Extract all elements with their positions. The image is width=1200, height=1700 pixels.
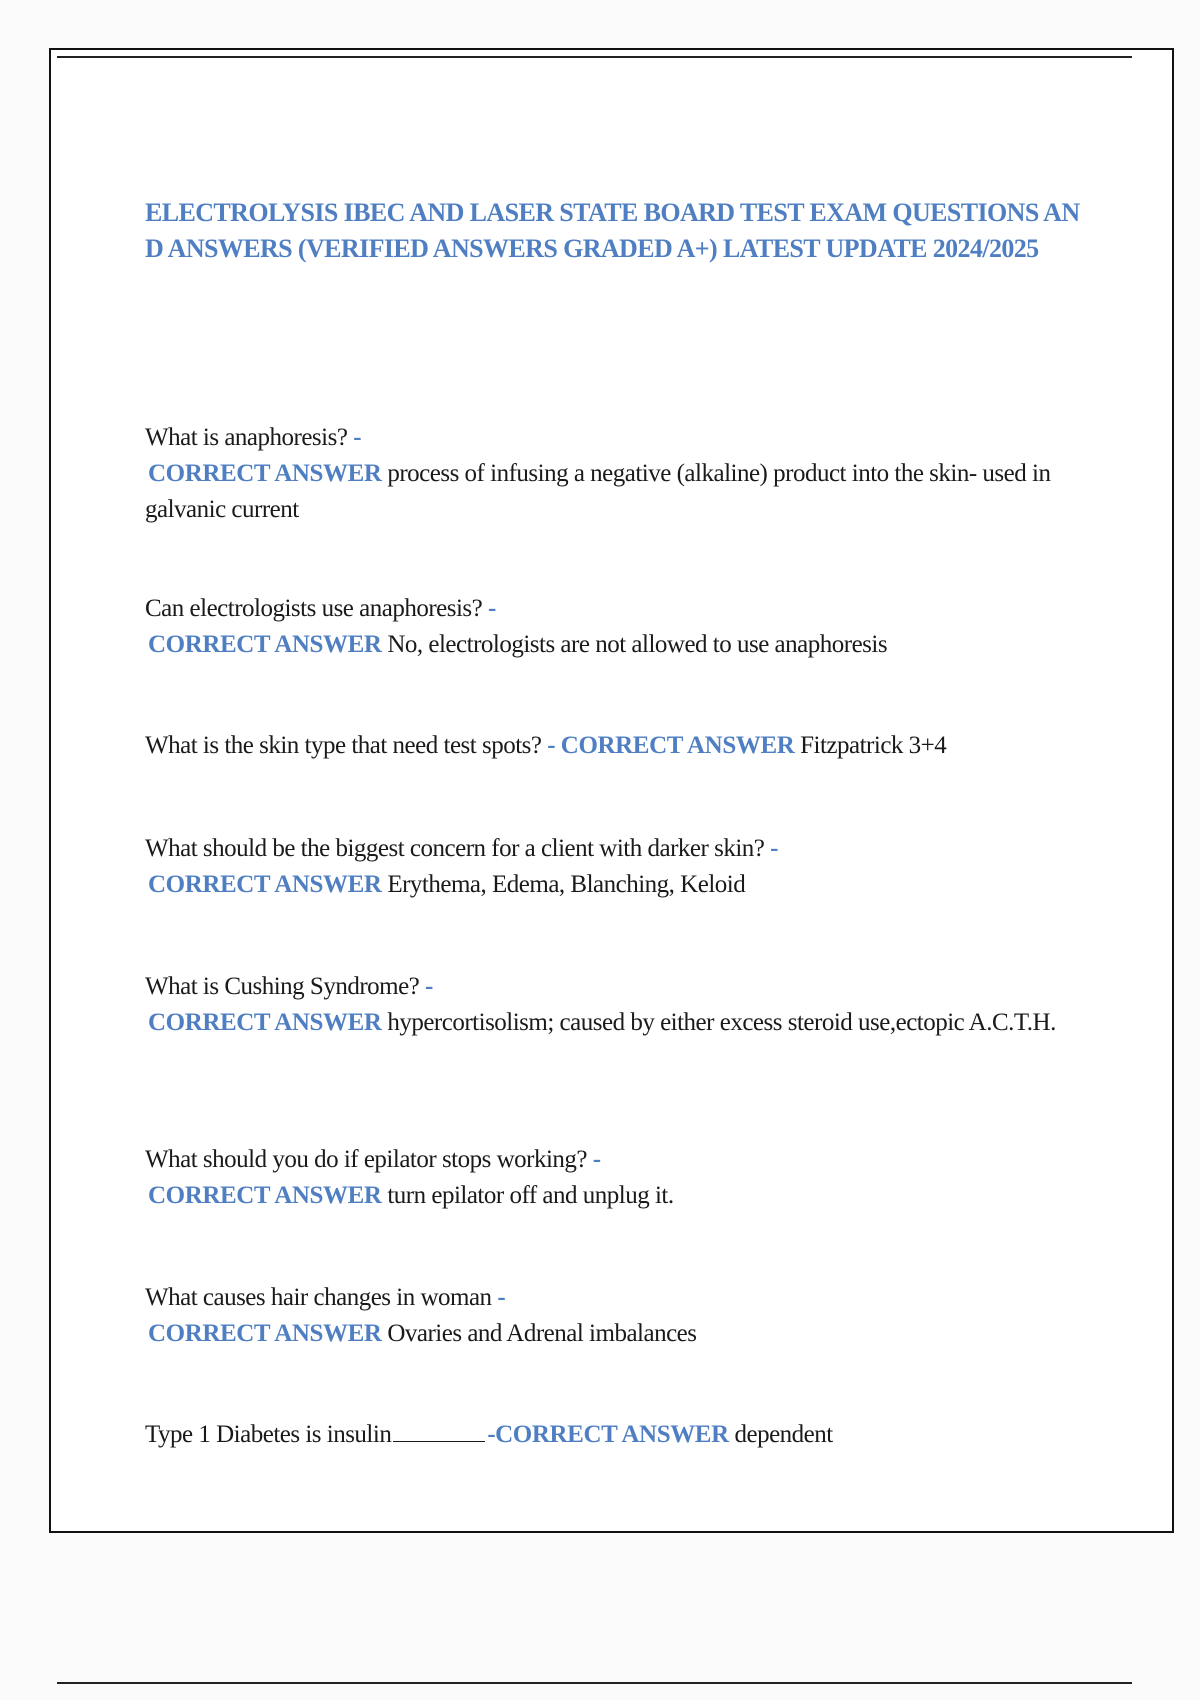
bottom-divider (57, 1682, 1132, 1684)
separator: - (497, 1284, 506, 1311)
separator: - (592, 1146, 601, 1173)
separator: - (488, 595, 496, 622)
answer-text: turn epilator off and unplug it. (387, 1182, 674, 1209)
question-text: What is the skin type that need test spots? (145, 732, 542, 759)
fill-in-blank (393, 1419, 485, 1442)
answer-text: Ovaries and Adrenal imbalances (387, 1320, 697, 1347)
answer-text: Fitzpatrick 3+4 (800, 732, 947, 759)
correct-answer-label: CORRECT ANSWER (148, 871, 382, 898)
qa-item-7 (145, 1280, 1085, 1352)
question-text: What causes hair changes in woman (145, 1284, 492, 1311)
qa-item-5 (145, 969, 1085, 1041)
answer-text: No, electrologists are not allowed to use anaphoresis (387, 631, 888, 658)
correct-answer-label: CORRECT ANSWER (495, 1421, 729, 1448)
question-text: What is anaphoresis? (145, 424, 348, 451)
qa-item-1 (145, 420, 1085, 528)
answer-text: hypercortisolism; caused by either excess steroid use,ectopic A.C.T.H. (387, 1009, 1056, 1036)
correct-answer-label: CORRECT ANSWER (148, 460, 382, 487)
question-text: Can electrologists use anaphoresis? (145, 595, 483, 622)
question-text: What should be the biggest concern for a client with darker skin? (145, 835, 765, 862)
correct-answer-label: CORRECT ANSWER (560, 732, 795, 759)
correct-answer-label: CORRECT ANSWER (148, 1320, 382, 1347)
top-divider (57, 56, 1132, 58)
separator: - (425, 973, 433, 1000)
answer-text: dependent (734, 1421, 833, 1448)
document-title: ELECTROLYSIS IBEC AND LASER STATE BOARD TEST EXAM QUESTIONS AND ANSWERS (VERIFIED ANSWERS GRADED A+) LATEST UPDATE 2024/2025 (145, 198, 1080, 263)
separator: - (547, 732, 556, 759)
question-text: Type 1 Diabetes is insulin (145, 1421, 392, 1448)
separator: - (770, 835, 778, 862)
answer-text: process of infusing a negative (alkaline) product into the skin- used in galvanic current (145, 460, 1051, 523)
qa-item-4 (145, 831, 1085, 903)
qa-item-3 (145, 728, 1085, 764)
question-text: What should you do if epilator stops working? (145, 1146, 588, 1173)
question-text: What is Cushing Syndrome? (145, 973, 420, 1000)
correct-answer-label: CORRECT ANSWER (148, 1182, 382, 1209)
correct-answer-label: CORRECT ANSWER (148, 1009, 382, 1036)
qa-item-6 (145, 1142, 1085, 1214)
qa-item-2 (145, 591, 1085, 663)
qa-item-8 (145, 1417, 1085, 1453)
separator: - (487, 1421, 496, 1448)
answer-text: Erythema, Edema, Blanching, Keloid (387, 871, 746, 898)
separator: - (353, 424, 362, 451)
correct-answer-label: CORRECT ANSWER (148, 631, 382, 658)
